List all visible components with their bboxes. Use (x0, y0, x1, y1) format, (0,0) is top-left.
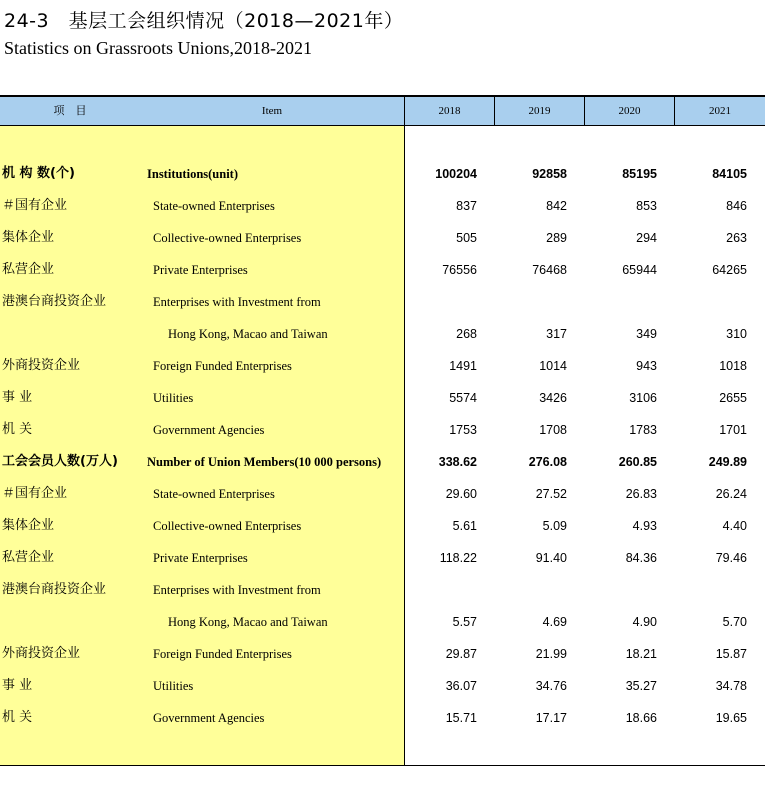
row-value-2019: 276.08 (528, 455, 567, 469)
row-value-2018: 837 (456, 199, 477, 213)
table-row (0, 574, 765, 606)
row-label-english: Hong Kong, Macao and Taiwan (168, 615, 328, 629)
row-label-english: State-owned Enterprises (153, 487, 275, 501)
table-row (0, 286, 765, 318)
row-label-english: Collective-owned Enterprises (153, 231, 302, 245)
row-value-2018: 505 (456, 231, 477, 245)
table-row (0, 382, 765, 414)
row-value-2020: 18.21 (625, 647, 657, 661)
row-value-2020: 4.90 (632, 615, 657, 629)
row-value-2018: 29.60 (445, 487, 477, 501)
row-value-2020: 65944 (622, 263, 657, 277)
row-value-2019: 317 (546, 327, 567, 341)
row-value-2018: 36.07 (445, 679, 477, 693)
table-row (0, 190, 765, 222)
row-label-chinese: 工会会员人数(万人) (2, 454, 118, 469)
row-value-2021 (667, 574, 747, 606)
row-label-english: Utilities (153, 679, 194, 693)
table-row (0, 350, 765, 382)
header-year-2020: 2020 (618, 105, 641, 117)
row-value-2020 (577, 574, 657, 606)
row-label-chinese: ＃国有企业 (2, 486, 68, 501)
row-value-2019: 17.17 (535, 711, 567, 725)
row-value-2018: 5.61 (452, 519, 477, 533)
table-row (0, 158, 765, 190)
row-label-chinese: 机 构 数(个) (2, 166, 75, 181)
row-value-2019: 21.99 (535, 647, 567, 661)
row-value-2018: 76556 (442, 263, 477, 277)
row-label-chinese: 集体企业 (2, 230, 55, 245)
row-value-2019: 76468 (532, 263, 567, 277)
row-value-2020: 943 (636, 359, 657, 373)
table-row (0, 478, 765, 510)
row-value-2019 (487, 574, 567, 606)
row-label-english: Foreign Funded Enterprises (153, 359, 292, 373)
table-row (0, 606, 765, 638)
row-value-2020: 26.83 (625, 487, 657, 501)
row-value-2019: 1708 (539, 423, 567, 437)
page-title-english: Statistics on Grassroots Unions,2018-2021 (4, 38, 312, 58)
row-value-2020: 853 (636, 199, 657, 213)
row-label-english: Foreign Funded Enterprises (153, 647, 292, 661)
row-label-chinese: 事 业 (2, 390, 33, 405)
row-value-2018 (397, 574, 477, 606)
row-value-2018: 268 (456, 327, 477, 341)
row-value-2019 (487, 286, 567, 318)
row-value-2020: 3106 (629, 391, 657, 405)
header-year-2021: 2021 (709, 105, 731, 117)
table-bottom-rule (0, 765, 765, 766)
table-row (0, 414, 765, 446)
row-value-2021: 79.46 (715, 551, 747, 565)
row-label-english: Hong Kong, Macao and Taiwan (168, 327, 328, 341)
row-label-chinese: ＃国有企业 (2, 198, 68, 213)
row-value-2019: 27.52 (535, 487, 567, 501)
row-value-2018: 1753 (449, 423, 477, 437)
row-label-english: Collective-owned Enterprises (153, 519, 302, 533)
row-value-2021: 2655 (719, 391, 747, 405)
table-row (0, 638, 765, 670)
row-value-2021: 249.89 (708, 455, 747, 469)
table-row (0, 222, 765, 254)
row-label-chinese: 外商投资企业 (2, 358, 81, 373)
table-row (0, 542, 765, 574)
row-label-english: Private Enterprises (153, 551, 248, 565)
row-value-2018: 118.22 (439, 551, 477, 565)
row-value-2020: 260.85 (618, 455, 657, 469)
row-label-english: Enterprises with Investment from (153, 295, 321, 309)
row-value-2020: 1783 (629, 423, 657, 437)
row-label-english: Institutions(unit) (147, 167, 238, 181)
row-value-2018: 1491 (449, 359, 477, 373)
row-value-2021 (667, 286, 747, 318)
row-label-english: Number of Union Members(10 000 persons) (147, 455, 382, 469)
row-value-2019: 34.76 (535, 679, 567, 693)
row-label-english: Government Agencies (153, 423, 265, 437)
header-year-2019: 2019 (528, 105, 551, 117)
table-row (0, 702, 765, 734)
row-value-2020: 84.36 (625, 551, 657, 565)
row-value-2019: 842 (546, 199, 567, 213)
row-value-2019: 4.69 (542, 615, 567, 629)
row-value-2021: 4.40 (722, 519, 747, 533)
row-label-english: Utilities (153, 391, 194, 405)
table-row (0, 670, 765, 702)
row-label-chinese: 机 关 (2, 710, 33, 725)
table-row (0, 446, 765, 478)
row-value-2021: 846 (726, 199, 747, 213)
row-label-chinese: 港澳台商投资企业 (2, 294, 107, 309)
header-year-2018: 2018 (438, 105, 461, 117)
row-value-2020: 18.66 (625, 711, 657, 725)
row-value-2021: 15.87 (715, 647, 747, 661)
row-label-english: Enterprises with Investment from (153, 583, 321, 597)
table-row (0, 510, 765, 542)
row-label-chinese: 私营企业 (2, 550, 55, 565)
row-value-2020: 35.27 (625, 679, 657, 693)
row-label-chinese: 私营企业 (2, 262, 55, 277)
row-value-2020: 349 (636, 327, 657, 341)
row-value-2019: 5.09 (542, 519, 567, 533)
row-label-chinese: 外商投资企业 (2, 646, 81, 661)
header-item-english: Item (261, 105, 283, 117)
row-value-2021: 26.24 (715, 487, 747, 501)
row-value-2020 (577, 286, 657, 318)
row-value-2020: 85195 (622, 167, 657, 181)
row-value-2019: 1014 (539, 359, 567, 373)
row-value-2021: 1701 (719, 423, 747, 437)
row-label-chinese: 事 业 (2, 678, 33, 693)
row-value-2018: 5.57 (452, 615, 477, 629)
row-value-2019: 91.40 (535, 551, 567, 565)
row-label-chinese: 机 关 (2, 422, 33, 437)
row-value-2020: 4.93 (632, 519, 657, 533)
header-item-chinese: 项 目 (53, 104, 87, 117)
table-header (0, 97, 765, 126)
row-value-2018: 29.87 (445, 647, 477, 661)
row-value-2018: 15.71 (445, 711, 477, 725)
table-row (0, 318, 765, 350)
row-value-2018: 338.62 (438, 455, 477, 469)
row-value-2019: 92858 (532, 167, 567, 181)
row-value-2021: 310 (726, 327, 747, 341)
page-title-chinese: 24-3 基层工会组织情况（2018—2021年） (4, 10, 404, 32)
row-value-2018: 100204 (435, 167, 477, 181)
row-value-2021: 84105 (712, 167, 747, 181)
row-label-chinese: 集体企业 (2, 518, 55, 533)
table-row (0, 254, 765, 286)
row-value-2021: 19.65 (715, 711, 747, 725)
row-label-english: Government Agencies (153, 711, 265, 725)
row-value-2018: 5574 (449, 391, 477, 405)
row-value-2019: 289 (546, 231, 567, 245)
row-value-2021: 1018 (719, 359, 747, 373)
row-value-2019: 3426 (539, 391, 567, 405)
row-value-2020: 294 (636, 231, 657, 245)
row-value-2018 (397, 286, 477, 318)
row-label-chinese: 港澳台商投资企业 (2, 582, 107, 597)
row-value-2021: 64265 (712, 263, 747, 277)
row-value-2021: 5.70 (722, 615, 747, 629)
row-label-english: Private Enterprises (153, 263, 248, 277)
row-value-2021: 34.78 (715, 679, 747, 693)
row-value-2021: 263 (726, 231, 747, 245)
row-label-english: State-owned Enterprises (153, 199, 275, 213)
